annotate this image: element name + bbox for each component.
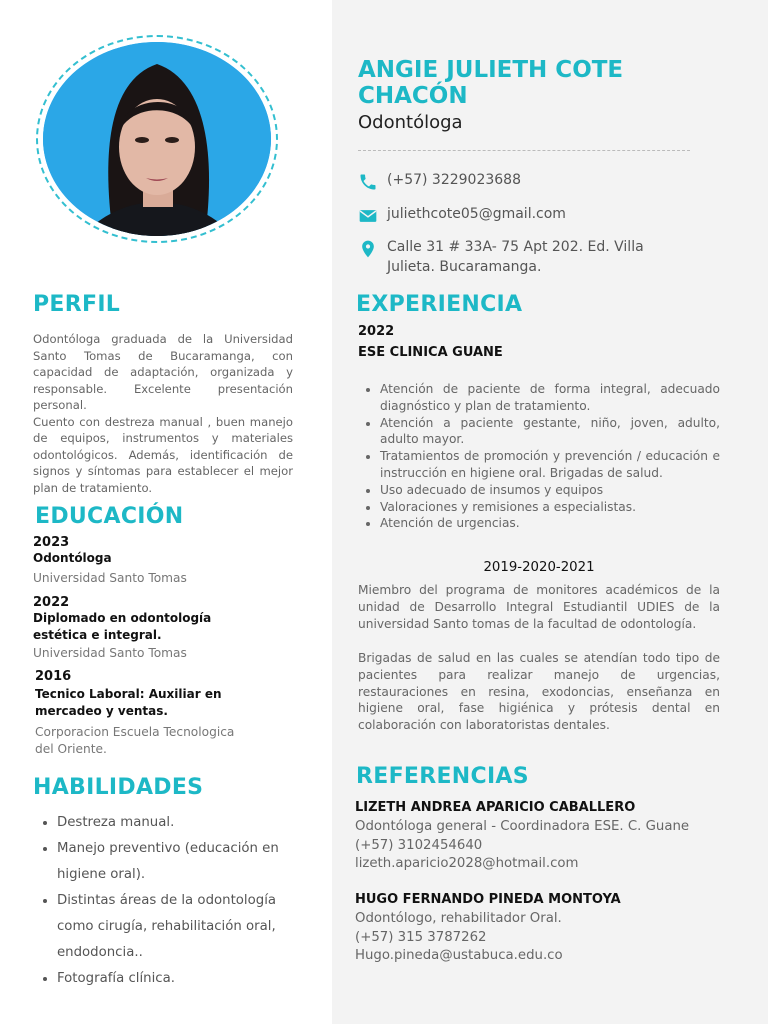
- experience-item: • Tratamientos de promoción y prevención / educación e instrucción en higiene oral. Brigadas de salud.: [380, 448, 720, 482]
- phone-icon: [358, 172, 378, 192]
- reference-email: Hugo.pineda@ustabuca.edu.co: [355, 948, 563, 963]
- reference-name: LIZETH ANDREA APARICIO CABALLERO: [355, 800, 636, 815]
- education-item: [33, 595, 248, 662]
- education-year: 2022: [33, 595, 70, 610]
- profile-paragraph-1: Odontóloga graduada de la Universidad Santo Tomas de Bucaramanga, con capacidad de adaptación, organizada y responsable. Excelente presentación personal.: [33, 332, 293, 412]
- education-year: 2016: [35, 669, 72, 684]
- experience-paragraph-2: Brigadas de salud en las cuales se atendían todo tipo de pacientes para realizar manejo de urgencias, restauraciones en resina, exodoncias, enseñanza en higiene oral, fase higiénica y prótesis dental en colaboración con laboratoristas dentales.: [358, 651, 720, 733]
- contact-email: [358, 204, 698, 226]
- experience-heading: EXPERIENCIA: [356, 292, 523, 317]
- reference-phone: (+57) 3102454640: [355, 837, 483, 853]
- reference-phone: (+57) 315 3787262: [355, 929, 487, 945]
- education-item: [33, 535, 293, 587]
- experience-year: 2022: [358, 324, 395, 339]
- skills-heading: HABILIDADES: [33, 775, 204, 800]
- experience-period: 2019-2020-2021: [483, 560, 595, 575]
- education-title: Tecnico Laboral: Auxiliar en mercadeo y ventas.: [35, 687, 222, 718]
- location-pin-icon: [358, 239, 378, 259]
- reference-name: HUGO FERNANDO PINEDA MONTOYA: [355, 892, 621, 907]
- reference-item: [355, 800, 735, 874]
- experience-item: • Uso adecuado de insumos y equipos: [380, 482, 720, 499]
- candidate-role: Odontóloga: [358, 112, 463, 133]
- skills-list-container: [35, 810, 297, 992]
- address-text: Calle 31 # 33A- 75 Apt 202. Ed. Villa Julieta. Bucaramanga.: [387, 239, 644, 275]
- experience-item: • Atención de paciente de forma integral, adecuado diagnóstico y plan de tratamiento.: [380, 381, 720, 415]
- profile-paragraph-2: Cuento con destreza manual , buen manejo de equipos, instrumentos y materiales odontológicos. Además, identificación de signos y síntomas para establecer el mejor plan de tratamiento.: [33, 414, 293, 495]
- skill-item: • Distintas áreas de la odontología como cirugía, rehabilitación oral, endodoncia..: [57, 888, 297, 966]
- email-text: juliethcote05@gmail.com: [387, 206, 566, 222]
- education-institution: Universidad Santo Tomas: [33, 646, 187, 660]
- education-institution: Universidad Santo Tomas: [33, 571, 187, 585]
- contact-phone: [358, 170, 698, 192]
- skill-item: • Destreza manual.: [57, 810, 297, 836]
- education-title: Diplomado en odontología estética e integral.: [33, 611, 212, 642]
- education-heading: EDUCACIÓN: [35, 504, 184, 529]
- skill-item: • Manejo preventivo (educación en higiene oral).: [57, 836, 297, 888]
- reference-role: Odontóloga general - Coordinadora ESE. C. Guane: [355, 819, 690, 834]
- education-year: 2023: [33, 535, 70, 550]
- skills-list: [35, 810, 297, 992]
- candidate-name: ANGIE JULIETH COTE CHACÓN: [358, 57, 624, 109]
- education-title: Odontóloga: [33, 551, 112, 565]
- skill-item: • Fotografía clínica.: [57, 966, 297, 992]
- reference-email: lizeth.aparicio2028@hotmail.com: [355, 856, 579, 871]
- experience-item: • Atención de urgencias.: [380, 515, 720, 532]
- profile-text: [33, 331, 293, 496]
- reference-item: [355, 892, 735, 966]
- references-heading: REFERENCIAS: [356, 764, 529, 789]
- experience-list: [358, 381, 720, 532]
- experience-paragraph-1: Miembro del programa de monitores académicos de la unidad de Desarrollo Integral Estudiantil UDIES de la universidad Santo tomas de la facultad de odontología.: [358, 583, 720, 631]
- header-divider: [358, 150, 690, 151]
- experience-item: • Atención a paciente gestante, niño, joven, adulto, adulto mayor.: [380, 415, 720, 449]
- reference-role: Odontólogo, rehabilitador Oral.: [355, 911, 562, 926]
- experience-item: • Valoraciones y remisiones a especialistas.: [380, 499, 720, 516]
- education-item: [35, 669, 250, 757]
- profile-photo: [43, 42, 271, 236]
- education-institution: Corporacion Escuela Tecnologica del Oriente.: [35, 725, 235, 756]
- contact-address: [358, 237, 698, 281]
- experience-duties: [358, 381, 720, 532]
- profile-heading: PERFIL: [33, 292, 121, 317]
- experience-company: ESE CLINICA GUANE: [358, 345, 503, 360]
- email-icon: [358, 206, 378, 226]
- phone-text: (+57) 3229023688: [387, 172, 521, 188]
